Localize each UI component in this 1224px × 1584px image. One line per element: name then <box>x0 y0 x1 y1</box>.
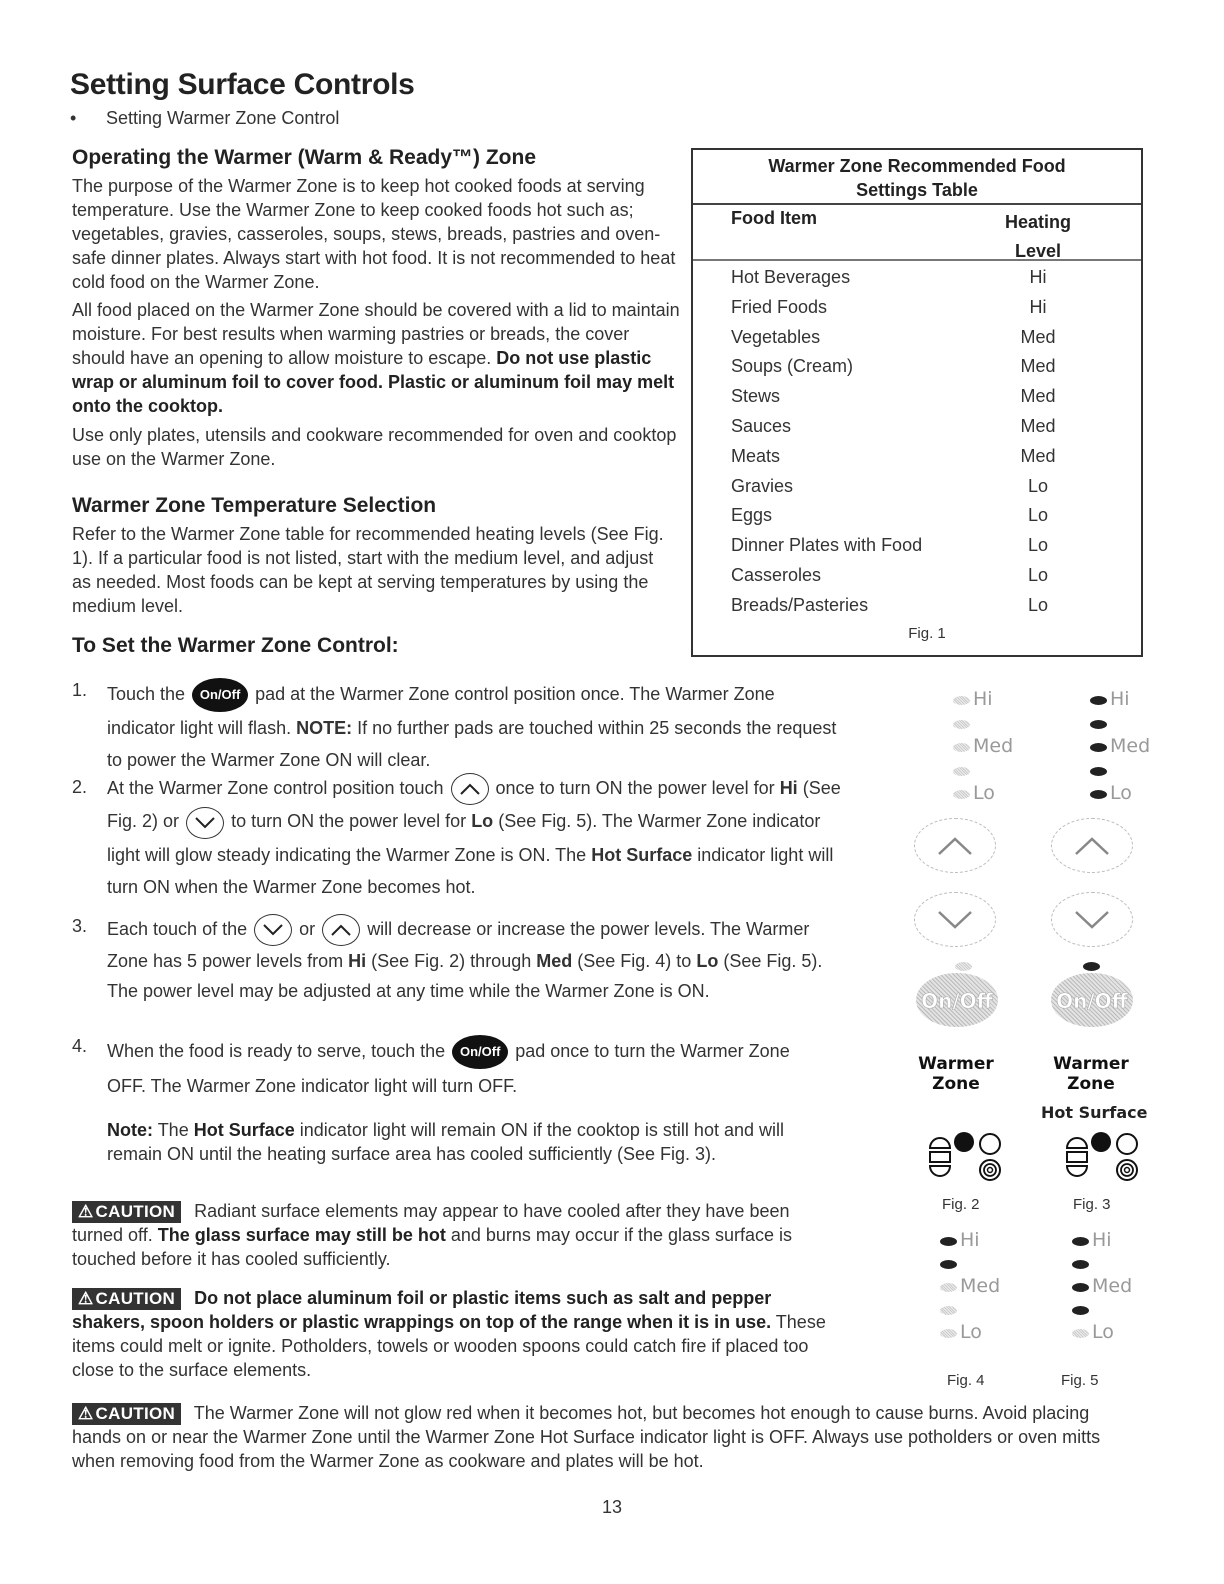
on-off-pad-left: On/Off <box>916 973 998 1027</box>
table-row <box>693 323 1141 353</box>
text: to turn ON the power level for <box>231 811 467 832</box>
indicator-light-on-icon <box>1090 743 1107 752</box>
bold-text: The glass surface may still be hot <box>157 1225 446 1245</box>
indicator-light-on-icon <box>1090 790 1107 799</box>
level-label: Lo <box>973 782 995 804</box>
table-row <box>693 293 1141 323</box>
caution-1 <box>72 1199 832 1271</box>
level-indicators-on <box>1090 689 1170 807</box>
warning-triangle-icon: ⚠ <box>78 1404 94 1423</box>
indicator-light-on-icon <box>1072 1283 1089 1292</box>
level-row <box>940 1322 1030 1345</box>
level-label: Hi <box>973 688 993 710</box>
text: The Warmer Zone will not glow red when it becomes hot, but becomes hot enough to cause burns. Avoid placing hands on or near the Warmer Zone until the Warmer Zone Hot Surface indicator light is OFF. Always use potholders or oven mitts when removing food from the Warmer Zone as cookware and plates will be hot. <box>72 1403 1101 1471</box>
table-caption <box>693 150 1141 205</box>
figure-5-caption: Fig. 5 <box>1061 1372 1099 1389</box>
indicator-light-off-icon <box>953 790 970 799</box>
table-row <box>693 531 1141 561</box>
caution-badge <box>72 1201 181 1223</box>
level-row <box>1090 736 1170 760</box>
down-arrow-pad-left <box>914 892 996 947</box>
chevron-down-icon <box>935 909 975 931</box>
text: (See Fig. 4) to <box>577 951 692 972</box>
food-item-cell: Dinner Plates with Food <box>731 535 923 556</box>
level-row <box>1090 760 1170 784</box>
col-header-heating-level <box>993 208 1083 266</box>
step-number: 2. <box>72 777 88 797</box>
down-arrow-pad-icon <box>186 807 224 839</box>
indicator-light-on-icon <box>940 1237 957 1246</box>
warmer-zone-symbol-icon <box>928 1130 1004 1182</box>
food-item-cell: Hot Beverages <box>731 267 851 287</box>
indicator-light-off-icon <box>953 720 970 729</box>
text: pad once to turn the Warmer Zone OFF. The Warmer Zone indicator light will turn OFF. <box>107 1041 790 1097</box>
note-label: Note: <box>107 1120 153 1140</box>
zone-line1: Warmer <box>918 1054 994 1074</box>
text: The <box>157 1120 189 1140</box>
level-row <box>940 1299 1030 1322</box>
text: once to turn ON the power level for <box>495 778 775 798</box>
heating-level-cell: Lo <box>1027 475 1049 496</box>
bullet-icon: • <box>70 108 77 128</box>
lo-label: Lo <box>471 811 494 832</box>
heating-level-cell: Med <box>1020 415 1056 436</box>
level-row <box>940 1253 1030 1276</box>
heating-level-cell: Med <box>1020 445 1056 466</box>
chevron-down-icon <box>1072 909 1112 931</box>
step-text <box>107 1034 807 1103</box>
step-4 <box>72 1034 842 1103</box>
level-row <box>1090 713 1170 737</box>
heating-level-cell: Lo <box>1027 505 1049 526</box>
level-label: Med <box>960 1275 1001 1297</box>
power-indicator-right <box>1083 962 1100 971</box>
table-row <box>693 412 1141 442</box>
chevron-up-icon <box>1072 835 1112 857</box>
level-label: Med <box>1110 735 1151 757</box>
indicator-light-on-icon <box>1090 767 1107 776</box>
heating-level-cell: Med <box>1020 386 1056 407</box>
level-row <box>1090 689 1170 713</box>
text: or <box>299 919 316 939</box>
step-text <box>107 678 842 776</box>
text: pad at the Warmer Zone control position once. The Warmer Zone indicator light will flash. <box>107 684 775 739</box>
warning-triangle-icon: ⚠ <box>78 1202 94 1221</box>
table-row <box>693 382 1141 412</box>
page-title: Setting Surface Controls <box>70 68 415 101</box>
section-bullet <box>70 108 339 129</box>
food-item-cell: Meats <box>731 445 781 466</box>
indicator-light-off-icon <box>940 1283 957 1292</box>
operating-paragraph-3: Use only plates, utensils and cookware recommended for oven and cooktop use on the Warmer Zone. <box>72 425 677 469</box>
table-row <box>693 263 1141 293</box>
food-item-cell: Sauces <box>731 415 792 436</box>
text: indicator light will remain ON if the cooktop is still hot and will remain ON until the heating surface area has cooled sufficiently (See Fig. 3). <box>107 1120 784 1164</box>
table-row <box>693 352 1141 382</box>
text: Touch the <box>107 684 186 704</box>
heating-level-cell: Lo <box>1027 564 1049 585</box>
caption-line-1: Warmer Zone Recommended Food <box>768 156 1066 176</box>
power-indicator-left <box>955 962 972 971</box>
on-off-pad-right: On/Off <box>1051 973 1133 1027</box>
med-label: Med <box>536 951 573 972</box>
hot-surface-label: Hot Surface <box>1041 1103 1148 1122</box>
zone-line2: Zone <box>1067 1074 1115 1094</box>
indicator-light-on-icon <box>1072 1237 1089 1246</box>
note-label: NOTE: <box>296 718 353 739</box>
down-arrow-pad-right <box>1051 892 1133 947</box>
table-body <box>693 261 1141 621</box>
page-number: 13 <box>601 1497 623 1517</box>
table-row <box>693 591 1141 621</box>
level-indicators-off <box>953 689 1033 807</box>
food-item-cell: Breads/Pasteries <box>731 594 869 615</box>
table-header <box>693 205 1141 261</box>
level-row <box>940 1230 1030 1253</box>
table-row <box>693 442 1141 472</box>
figure-2-caption: Fig. 2 <box>942 1196 980 1213</box>
figure-3-caption: Fig. 3 <box>1073 1196 1111 1213</box>
zone-line1: Warmer <box>1053 1054 1129 1074</box>
level-row <box>953 689 1033 713</box>
heating-level-cell: Hi <box>1029 267 1047 287</box>
hot-surface-label: Hot Surface <box>591 844 693 865</box>
level-label: Hi <box>1092 1229 1112 1251</box>
level-label: Med <box>1092 1275 1133 1297</box>
text: (See Fig. 5). The power level may be adjusted at any time while the Warmer Zone is ON. <box>107 951 823 1002</box>
indicator-light-off-icon <box>953 696 970 705</box>
warmer-zone-label-fig2 <box>906 1054 1006 1094</box>
zone-line2: Zone <box>932 1074 980 1094</box>
lo-label: Lo <box>696 951 719 972</box>
level-row <box>1072 1299 1162 1322</box>
heating-level-cell: Lo <box>1027 535 1049 556</box>
step-text <box>107 772 842 903</box>
level-row <box>1090 783 1170 807</box>
indicator-light-off-icon <box>953 767 970 776</box>
food-item-cell: Gravies <box>731 475 794 496</box>
foil-warning: Do not use plastic wrap or aluminum foil to cover food. Plastic or aluminum foil may melt onto the cooktop. <box>72 348 675 416</box>
caution-badge <box>72 1288 181 1310</box>
level-row <box>1072 1276 1162 1299</box>
p2-text: All food placed on the Warmer Zone should be covered with a lid to maintain moisture. For best results when warming pastries or breads, the cover should have an opening to allow moisture to escape. <box>72 300 680 368</box>
indicator-light-off-icon <box>940 1329 957 1338</box>
temperature-paragraph: Refer to the Warmer Zone table for recommended heating levels (See Fig. 1). If a particular food is not listed, start with the medium level, and adjust as needed. Most foods can be kept at serving temperatures by using the medium level. <box>72 524 664 616</box>
food-item-cell: Fried Foods <box>731 296 828 317</box>
step-text <box>107 914 842 1006</box>
text: will decrease or increase the power levels. The Warmer Zone has 5 power levels from <box>107 919 810 972</box>
hi-label: Hi <box>779 778 798 798</box>
badge-text: CAUTION <box>95 1404 176 1423</box>
indicator-light-on-icon <box>1072 1260 1089 1269</box>
step-1 <box>72 678 842 776</box>
text: These items could melt or ignite. Potholders, towels or wooden spoons could catch fire if placed too close to the surface elements. <box>72 1312 826 1380</box>
bold-text: Do not place aluminum foil or plastic items such as salt and pepper shakers, spoon holders or plastic wrappings on top of the range when it is in use. <box>72 1288 772 1332</box>
level-row <box>953 783 1033 807</box>
on-off-pad-icon: On/Off <box>452 1035 508 1069</box>
food-item-cell: Casseroles <box>731 564 822 585</box>
level-row <box>953 713 1033 737</box>
indicator-light-off-icon <box>940 1306 957 1315</box>
up-arrow-pad-icon <box>451 773 489 805</box>
indicator-light-on-icon <box>1090 696 1107 705</box>
text: (See Fig. 5). The Warmer Zone indicator light will glow steady indicating the Warmer Zone is ON. The <box>107 811 821 865</box>
level-row <box>1072 1230 1162 1253</box>
operating-paragraph-2 <box>72 298 682 418</box>
step-3 <box>72 914 842 1006</box>
level-row <box>1072 1253 1162 1276</box>
indicator-light-off-icon <box>1072 1329 1089 1338</box>
level-row <box>953 736 1033 760</box>
hi-label: Hi <box>348 951 367 972</box>
figure-1-caption: Fig. 1 <box>908 624 946 642</box>
level-label: Lo <box>960 1321 982 1343</box>
indicator-light-on-icon <box>1072 1306 1089 1315</box>
col-header-food-item: Food Item <box>731 208 817 228</box>
step-2 <box>72 772 842 903</box>
operating-heading: Operating the Warmer (Warm & Ready™) Zone <box>72 146 537 169</box>
table-row <box>693 472 1141 502</box>
hot-surface-note <box>107 1118 837 1166</box>
text: Radiant surface elements may appear to have cooled after they have been turned off. <box>72 1201 790 1245</box>
hdr-level: Level <box>1014 241 1062 261</box>
level-row <box>1072 1322 1162 1345</box>
warning-triangle-icon: ⚠ <box>78 1289 94 1308</box>
badge-text: CAUTION <box>95 1289 176 1308</box>
level-label: Lo <box>1092 1321 1114 1343</box>
food-item-cell: Eggs <box>731 505 773 526</box>
indicator-light-off-icon <box>953 743 970 752</box>
down-arrow-pad-icon <box>254 914 292 946</box>
food-settings-table <box>691 148 1143 657</box>
level-label: Hi <box>1110 688 1130 710</box>
bullet-text: Setting Warmer Zone Control <box>106 108 340 128</box>
on-off-pad-icon: On/Off <box>192 678 248 712</box>
hot-surface-symbol-icon <box>1065 1130 1141 1182</box>
fig4-level-indicators <box>940 1230 1030 1345</box>
step-number: 3. <box>72 916 88 936</box>
text: and burns may occur if the glass surface is touched before it has cooled sufficiently. <box>72 1225 793 1269</box>
set-control-heading: To Set the Warmer Zone Control: <box>72 634 399 657</box>
up-arrow-pad-right <box>1051 818 1133 873</box>
level-row <box>940 1276 1030 1299</box>
table-row <box>693 561 1141 591</box>
indicator-light-on-icon <box>940 1260 957 1269</box>
temperature-heading: Warmer Zone Temperature Selection <box>72 494 437 517</box>
text: When the food is ready to serve, touch the <box>107 1041 446 1061</box>
chevron-up-icon <box>935 835 975 857</box>
up-arrow-pad-icon <box>322 914 360 946</box>
operating-paragraph-1: The purpose of the Warmer Zone is to keep hot cooked foods at serving temperature. Use the Warmer Zone to keep cooked foods hot such as; vegetables, gravies, casseroles, soups, stews, breads, pastries and oven-safe dinner plates. Always start with hot food. It is not recommended to heat cold food on the Warmer Zone. <box>72 176 676 292</box>
caution-2 <box>72 1286 842 1382</box>
warmer-zone-label-fig3 <box>1041 1054 1141 1094</box>
text: If no further pads are touched within 25 seconds the request to power the Warmer Zone ON will clear. <box>107 718 837 771</box>
step-number: 4. <box>72 1036 88 1056</box>
text: (See Fig. 2) through <box>371 951 532 972</box>
heating-level-cell: Med <box>1020 356 1056 377</box>
caution-badge <box>72 1403 181 1425</box>
text: indicator light will turn ON when the Warmer Zone becomes hot. <box>107 844 834 897</box>
level-label: Med <box>973 735 1014 757</box>
caption-line-2: Settings Table <box>856 180 978 200</box>
food-item-cell: Stews <box>731 386 781 407</box>
caution-3 <box>72 1401 1132 1473</box>
level-label: Lo <box>1110 782 1132 804</box>
text: At the Warmer Zone control position touch <box>107 778 444 798</box>
hdr-heating: Heating <box>1004 212 1071 232</box>
table-row <box>693 501 1141 531</box>
text: (See Fig. 2) or <box>107 778 841 832</box>
heating-level-cell: Lo <box>1027 594 1049 615</box>
heating-level-cell: Med <box>1020 326 1056 347</box>
badge-text: CAUTION <box>95 1202 176 1221</box>
fig5-level-indicators <box>1072 1230 1162 1345</box>
food-item-cell: Vegetables <box>731 326 821 347</box>
indicator-light-on-icon <box>1090 720 1107 729</box>
up-arrow-pad-left <box>914 818 996 873</box>
level-label: Hi <box>960 1229 980 1251</box>
level-row <box>953 760 1033 784</box>
hot-surface-label: Hot Surface <box>193 1120 295 1140</box>
figure-4-caption: Fig. 4 <box>947 1372 985 1389</box>
heating-level-cell: Hi <box>1029 296 1047 317</box>
text: Each touch of the <box>107 919 248 939</box>
food-item-cell: Soups (Cream) <box>731 356 854 377</box>
step-number: 1. <box>72 680 88 700</box>
